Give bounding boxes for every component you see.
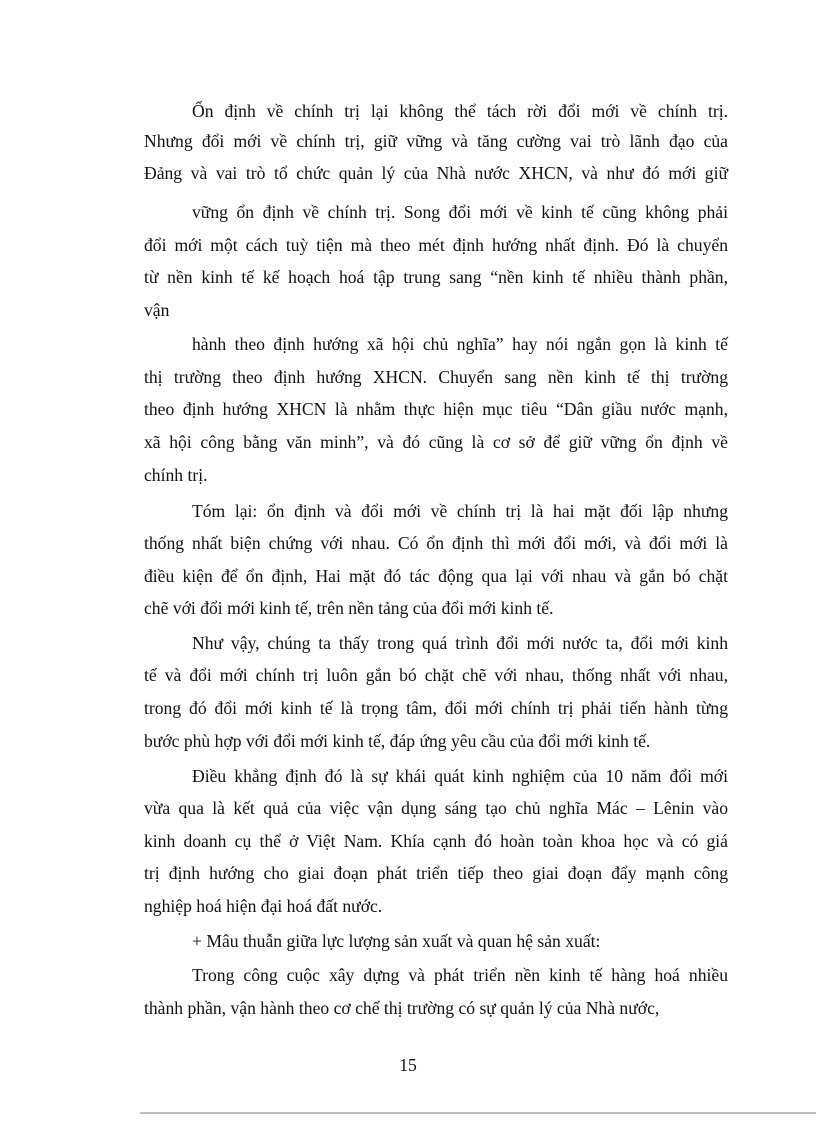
- text-line: theo định hướng XHCN là nhằm thực hiện mục tiêu “Dân giầu nước mạnh,: [144, 399, 728, 419]
- text-line: chính trị.: [144, 465, 208, 485]
- text-line: tế và đổi mới chính trị luôn gắn bó chặt chẽ với nhau, thống nhất với nhau,: [144, 665, 728, 685]
- text-line: thống nhất biện chứng với nhau. Có ổn định thì mới đổi mới, và đổi mới là: [144, 533, 728, 553]
- page-number: 15: [399, 1055, 417, 1075]
- text-line: hành theo định hướng xã hội chủ nghĩa” hay nói ngắn gọn là kinh tế: [192, 334, 728, 354]
- text-line: Đảng và vai trò tổ chức quản lý của Nhà nước XHCN, và như đó mới giữ: [144, 163, 728, 183]
- text-line: kinh doanh cụ thể ở Việt Nam. Khía cạnh đó hoàn toàn khoa học và có giá: [144, 831, 728, 851]
- text-line: xã hội công bằng văn minh”, và đó cũng là cơ sở để giữ vững ổn định về: [144, 432, 728, 452]
- text-line: bước phù hợp với đổi mới kinh tế, đáp ứng yêu cầu của đổi mới kinh tế.: [144, 731, 651, 751]
- page-bottom-edge: [140, 1112, 816, 1114]
- text-line: trị định hướng cho giai đoạn phát triển tiếp theo giai đoạn đẩy mạnh công: [144, 863, 728, 883]
- text-line: vừa qua là kết quả của việc vận dụng sáng tạo chủ nghĩa Mác – Lênin vào: [144, 798, 728, 818]
- text-line: từ nền kinh tế kế hoạch hoá tập trung sang “nền kinh tế nhiều thành phần,: [144, 267, 728, 287]
- text-line: Tóm lại: ổn định và đổi mới về chính trị là hai mặt đối lập nhưng: [192, 501, 728, 521]
- text-line: Ổn định về chính trị lại không thể tách rời đổi mới về chính trị.: [192, 101, 728, 121]
- text-line: đổi mới một cách tuỳ tiện mà theo mét định hướng nhất định. Đó là chuyển: [144, 235, 728, 255]
- text-line: Như vậy, chúng ta thấy trong quá trình đổi mới nước ta, đổi mới kinh: [192, 633, 728, 653]
- text-line: chẽ với đổi mới kinh tế, trên nền tảng của đổi mới kinh tế.: [144, 598, 554, 618]
- text-line: Điều khẳng định đó là sự khái quát kinh nghiệm của 10 năm đổi mới: [192, 766, 728, 786]
- text-line: nghiệp hoá hiện đại hoá đất nước.: [144, 896, 383, 916]
- text-line: trong đó đổi mới kinh tế là trọng tâm, đổi mới chính trị phải tiến hành từng: [144, 698, 728, 718]
- text-line: vận: [144, 300, 170, 320]
- text-line: Nhưng đổi mới về chính trị, giữ vững và tăng cường vai trò lãnh đạo của: [144, 131, 728, 151]
- text-line: thị trường theo định hướng XHCN. Chuyển sang nền kinh tế thị trường: [144, 367, 728, 387]
- text-line: điều kiện để ổn định, Hai mặt đó tác động qua lại với nhau và gắn bó chặt: [144, 566, 728, 586]
- text-line: thành phần, vận hành theo cơ chế thị trường có sự quản lý của Nhà nước,: [144, 998, 660, 1018]
- text-line: + Mâu thuẫn giữa lực lượng sản xuất và quan hệ sản xuất:: [192, 931, 601, 951]
- text-line: vững ổn định về chính trị. Song đổi mới về kinh tế cũng không phải: [192, 202, 728, 222]
- text-line: Trong công cuộc xây dựng và phát triển nền kinh tế hàng hoá nhiều: [192, 965, 728, 985]
